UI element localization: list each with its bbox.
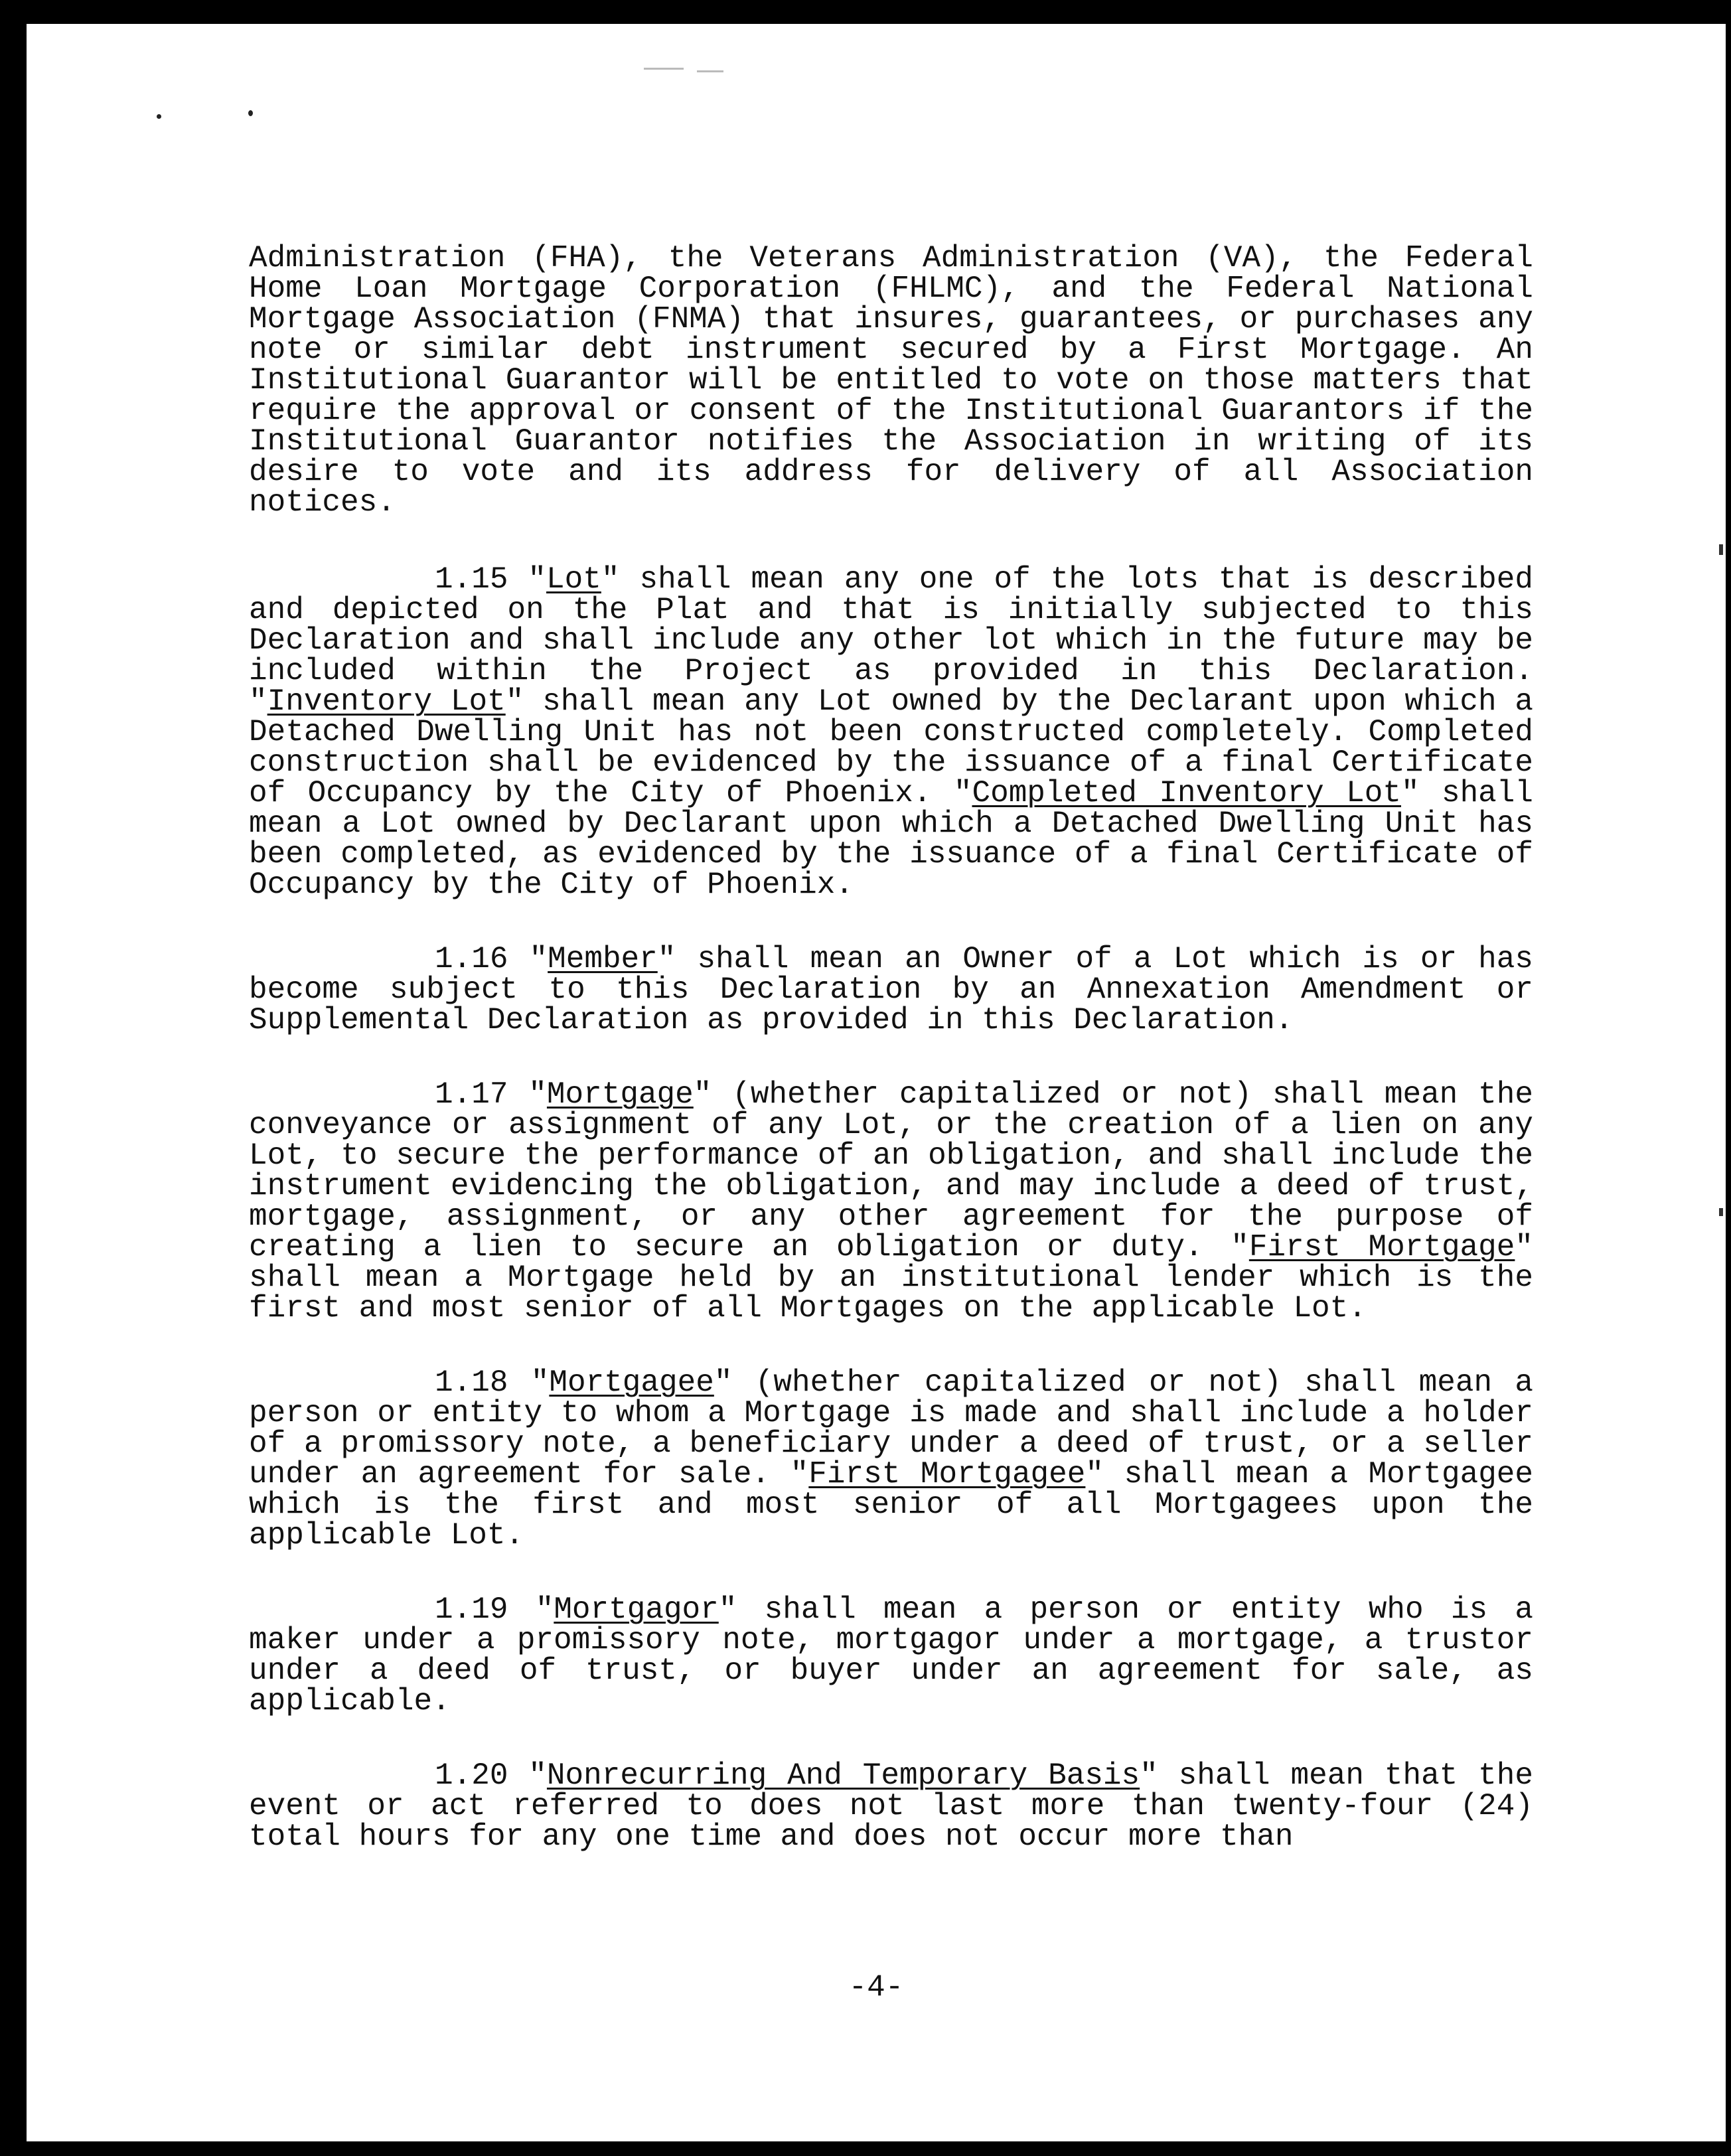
paragraph-text: " (whether capitalized or not) shall mean the conveyance or assignment of any Lot, or the creation of a lien on any Lot, to secure the performance of an obligation, and shall include the instrument evidencing the obligation, and may include a deed of trust, mortgage, assignment, or any other agreement for the purpose of creating a lien to secure an obligation or duty. " <box>249 1077 1533 1265</box>
defined-term: Mortgagor <box>554 1592 719 1627</box>
intro-paragraph <box>249 243 1533 518</box>
defined-term: Member <box>548 942 658 976</box>
paragraph-text: " shall mean any Lot owned by the Declarant upon which a Detached Dwelling Unit has not been constructed completely. Completed construction shall be evidenced by the issuance of a final Certificate of Occupancy by the City of Phoenix. " <box>249 684 1534 810</box>
paragraph-text: " shall mean a Mortgagee which is the first and most senior of all Mortgagees upon the applicable Lot. <box>249 1457 1534 1553</box>
section-1-16-member <box>249 944 1533 1036</box>
paragraph-text: 1.18 " <box>435 1365 550 1400</box>
document-page <box>27 24 1726 2141</box>
paragraph-text: " (whether capitalized or not) shall mean a person or entity to whom a Mortgage is made and shall include a holder of a promissory note, a beneficiary under a deed of trust, or a seller under an agreement for sale. " <box>249 1365 1533 1492</box>
defined-term: Inventory Lot <box>267 684 506 719</box>
paragraph-text: " shall mean a Mortgage held by an institutional lender which is the first and most senior of all Mortgages on the applicable Lot. <box>249 1230 1533 1326</box>
defined-term: Lot <box>546 562 601 597</box>
section-1-17-mortgage <box>249 1079 1533 1324</box>
defined-term: Mortgage <box>546 1077 694 1112</box>
paragraph-text: 1.16 " <box>435 942 548 976</box>
paragraph-text: 1.15 " <box>435 562 547 597</box>
defined-term: Completed Inventory Lot <box>972 776 1401 810</box>
scan-edge-mark <box>1719 544 1723 555</box>
paragraph-text: " shall mean that the event or act referred to does not last more than twenty-four (24) total hours for any one time and does not occur more than <box>249 1758 1533 1854</box>
scan-speck <box>157 114 161 119</box>
scan-speck <box>248 110 253 116</box>
paragraph-text: 1.19 " <box>435 1592 554 1627</box>
section-1-20-nonrecurring <box>249 1760 1533 1852</box>
scan-edge-mark <box>1719 1208 1723 1216</box>
defined-term: First Mortgage <box>1248 1230 1515 1265</box>
paragraph-text: " shall mean an Owner of a Lot which is or has become subject to this Declaration by an Annexation Amendment or Supplemental Declaration as provided in this Declaration. <box>249 942 1533 1038</box>
page-number: -4- <box>848 1970 904 2005</box>
section-1-18-mortgagee <box>249 1367 1533 1551</box>
document-body <box>249 243 1533 1896</box>
paragraph-text: 1.20 " <box>435 1758 547 1793</box>
paragraph-text: " shall mean a Lot owned by Declarant upon which a Detached Dwelling Unit has been completed, as evidenced by the issuance of a final Certificate of Occupancy by the City of Phoenix. <box>249 776 1533 902</box>
scan-mark <box>697 70 723 72</box>
paragraph-text: " shall mean a person or entity who is a maker under a promissory note, mortgagor under a mortgage, a trustor under a deed of trust, or buyer under an agreement for sale, as applicable. <box>249 1592 1533 1719</box>
paragraph-text: Administration (FHA), the Veterans Administration (VA), the Federal Home Loan Mortgage Corporation (FHLMC), and the Federal National Mortgage Association (FNMA) that insures, guarantees, or purchases any note or similar debt instrument secured by a First Mortgage. An Institutional Guarantor will be entitled to vote on those matters that require the approval or consent of the Institutional Guarantors if the Institutional Guarantor notifies the Association in writing of its desire to vote and its address for delivery of all Association notices. <box>249 241 1533 520</box>
defined-term: First Mortgagee <box>808 1457 1086 1492</box>
paragraph-text: 1.17 " <box>435 1077 547 1112</box>
defined-term: Mortgagee <box>549 1365 714 1400</box>
paragraph-text: " shall mean any one of the lots that is described and depicted on the Plat and that is initially subjected to this Declaration and shall include any other lot which in the future may be included within the Project as provided in this Declaration. " <box>249 562 1533 719</box>
section-1-15-lot <box>249 564 1533 900</box>
section-1-19-mortgagor <box>249 1594 1533 1717</box>
scan-mark <box>644 68 684 70</box>
defined-term: Nonrecurring And Temporary Basis <box>546 1758 1140 1793</box>
